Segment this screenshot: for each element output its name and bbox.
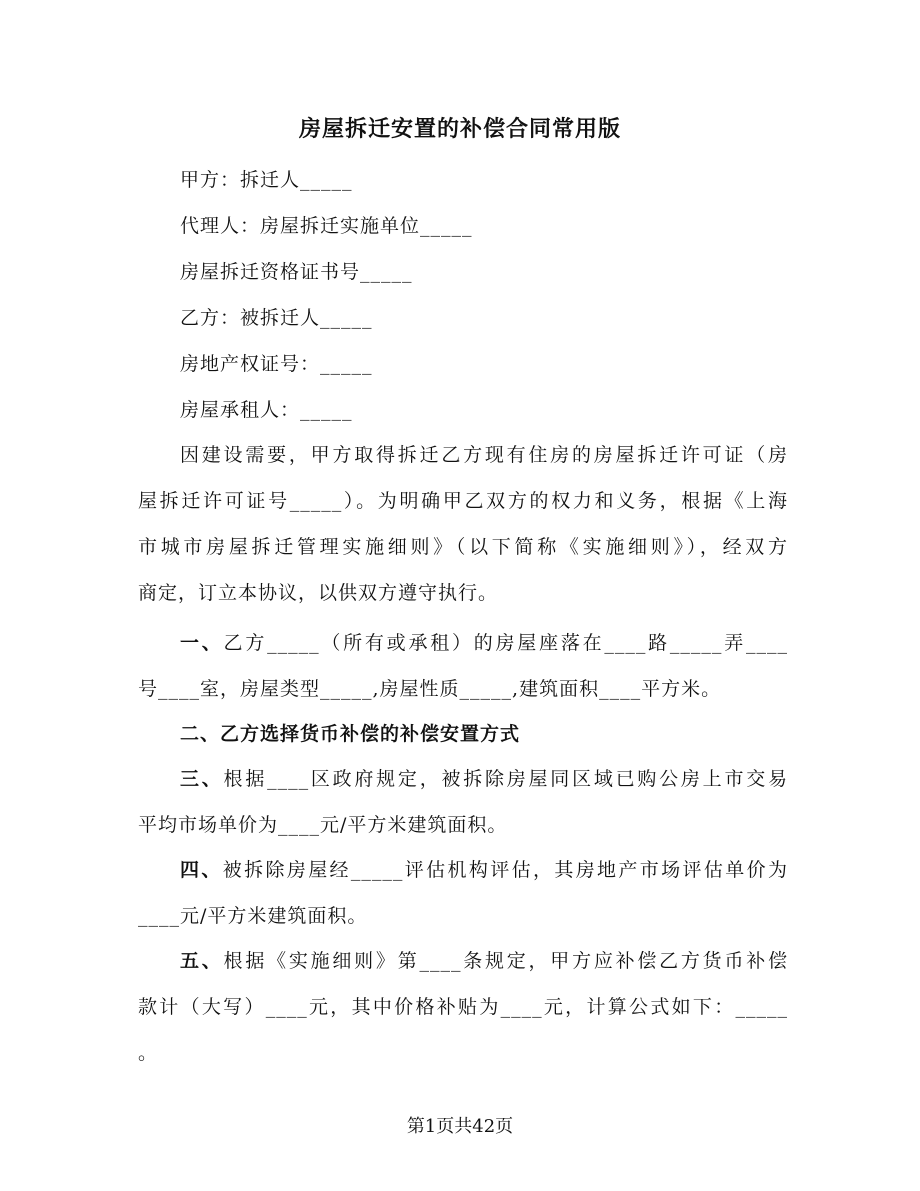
clause-4-text: 被拆除房屋经_____评估机构评估，其房地产市场评估单价为 (222, 859, 788, 881)
clause-5-line: 。 (138, 1042, 159, 1064)
clause-4-line (180, 856, 788, 884)
clause-2-heading: 二、乙方选择货币补偿的补偿安置方式 (180, 723, 521, 745)
clause-5-line: 款计（大写）____元，其中价格补贴为____元，计算公式如下：_____ (138, 996, 788, 1018)
clause-5-text: 根据《实施细则》第____条规定，甲方应补偿乙方货币补偿 (223, 950, 788, 972)
clause-4-number: 四、 (180, 859, 223, 881)
clause-1-line: 号____室，房屋类型_____,房屋性质_____,建筑面积____平方米。 (138, 678, 722, 700)
document-title: 房屋拆迁安置的补偿合同常用版 (298, 116, 621, 142)
property-cert-line: 房地产权证号：_____ (180, 353, 373, 375)
clause-5-number: 五、 (180, 950, 224, 972)
clause-3-line (180, 765, 788, 793)
clause-5-line (180, 947, 788, 975)
clause-3-number: 三、 (180, 768, 224, 790)
intro-paragraph-line: 因建设需要，甲方取得拆迁乙方现有住房的房屋拆迁许可证（房 (180, 444, 788, 466)
party-b-line: 乙方：被拆迁人_____ (180, 307, 373, 329)
clause-1-line (180, 629, 788, 657)
tenant-line: 房屋承租人：_____ (180, 399, 353, 421)
clause-3-line: 平均市场单价为____元/平方米建筑面积。 (138, 814, 508, 836)
party-a-line: 甲方：拆迁人_____ (180, 169, 353, 191)
clause-3-text: 根据____区政府规定，被拆除房屋同区域已购公房上市交易 (223, 768, 788, 790)
clause-4-line: ____元/平方米建筑面积。 (138, 905, 368, 927)
intro-paragraph-line: 屋拆迁许可证号_____）。为明确甲乙双方的权力和义务，根据《上海 (138, 490, 788, 512)
clause-1-number: 一、 (180, 632, 224, 654)
page-number: 第1页共42页 (406, 1116, 514, 1137)
intro-paragraph-line: 商定，订立本协议，以供双方遵守执行。 (138, 582, 499, 604)
intro-paragraph-line: 市城市房屋拆迁管理实施细则》（以下简称《实施细则》），经双方 (138, 536, 788, 558)
qualification-cert-line: 房屋拆迁资格证书号_____ (180, 261, 413, 283)
agent-line: 代理人：房屋拆迁实施单位_____ (180, 215, 473, 237)
clause-1-text: 乙方_____（所有或承租）的房屋座落在____路_____弄____ (223, 632, 788, 654)
